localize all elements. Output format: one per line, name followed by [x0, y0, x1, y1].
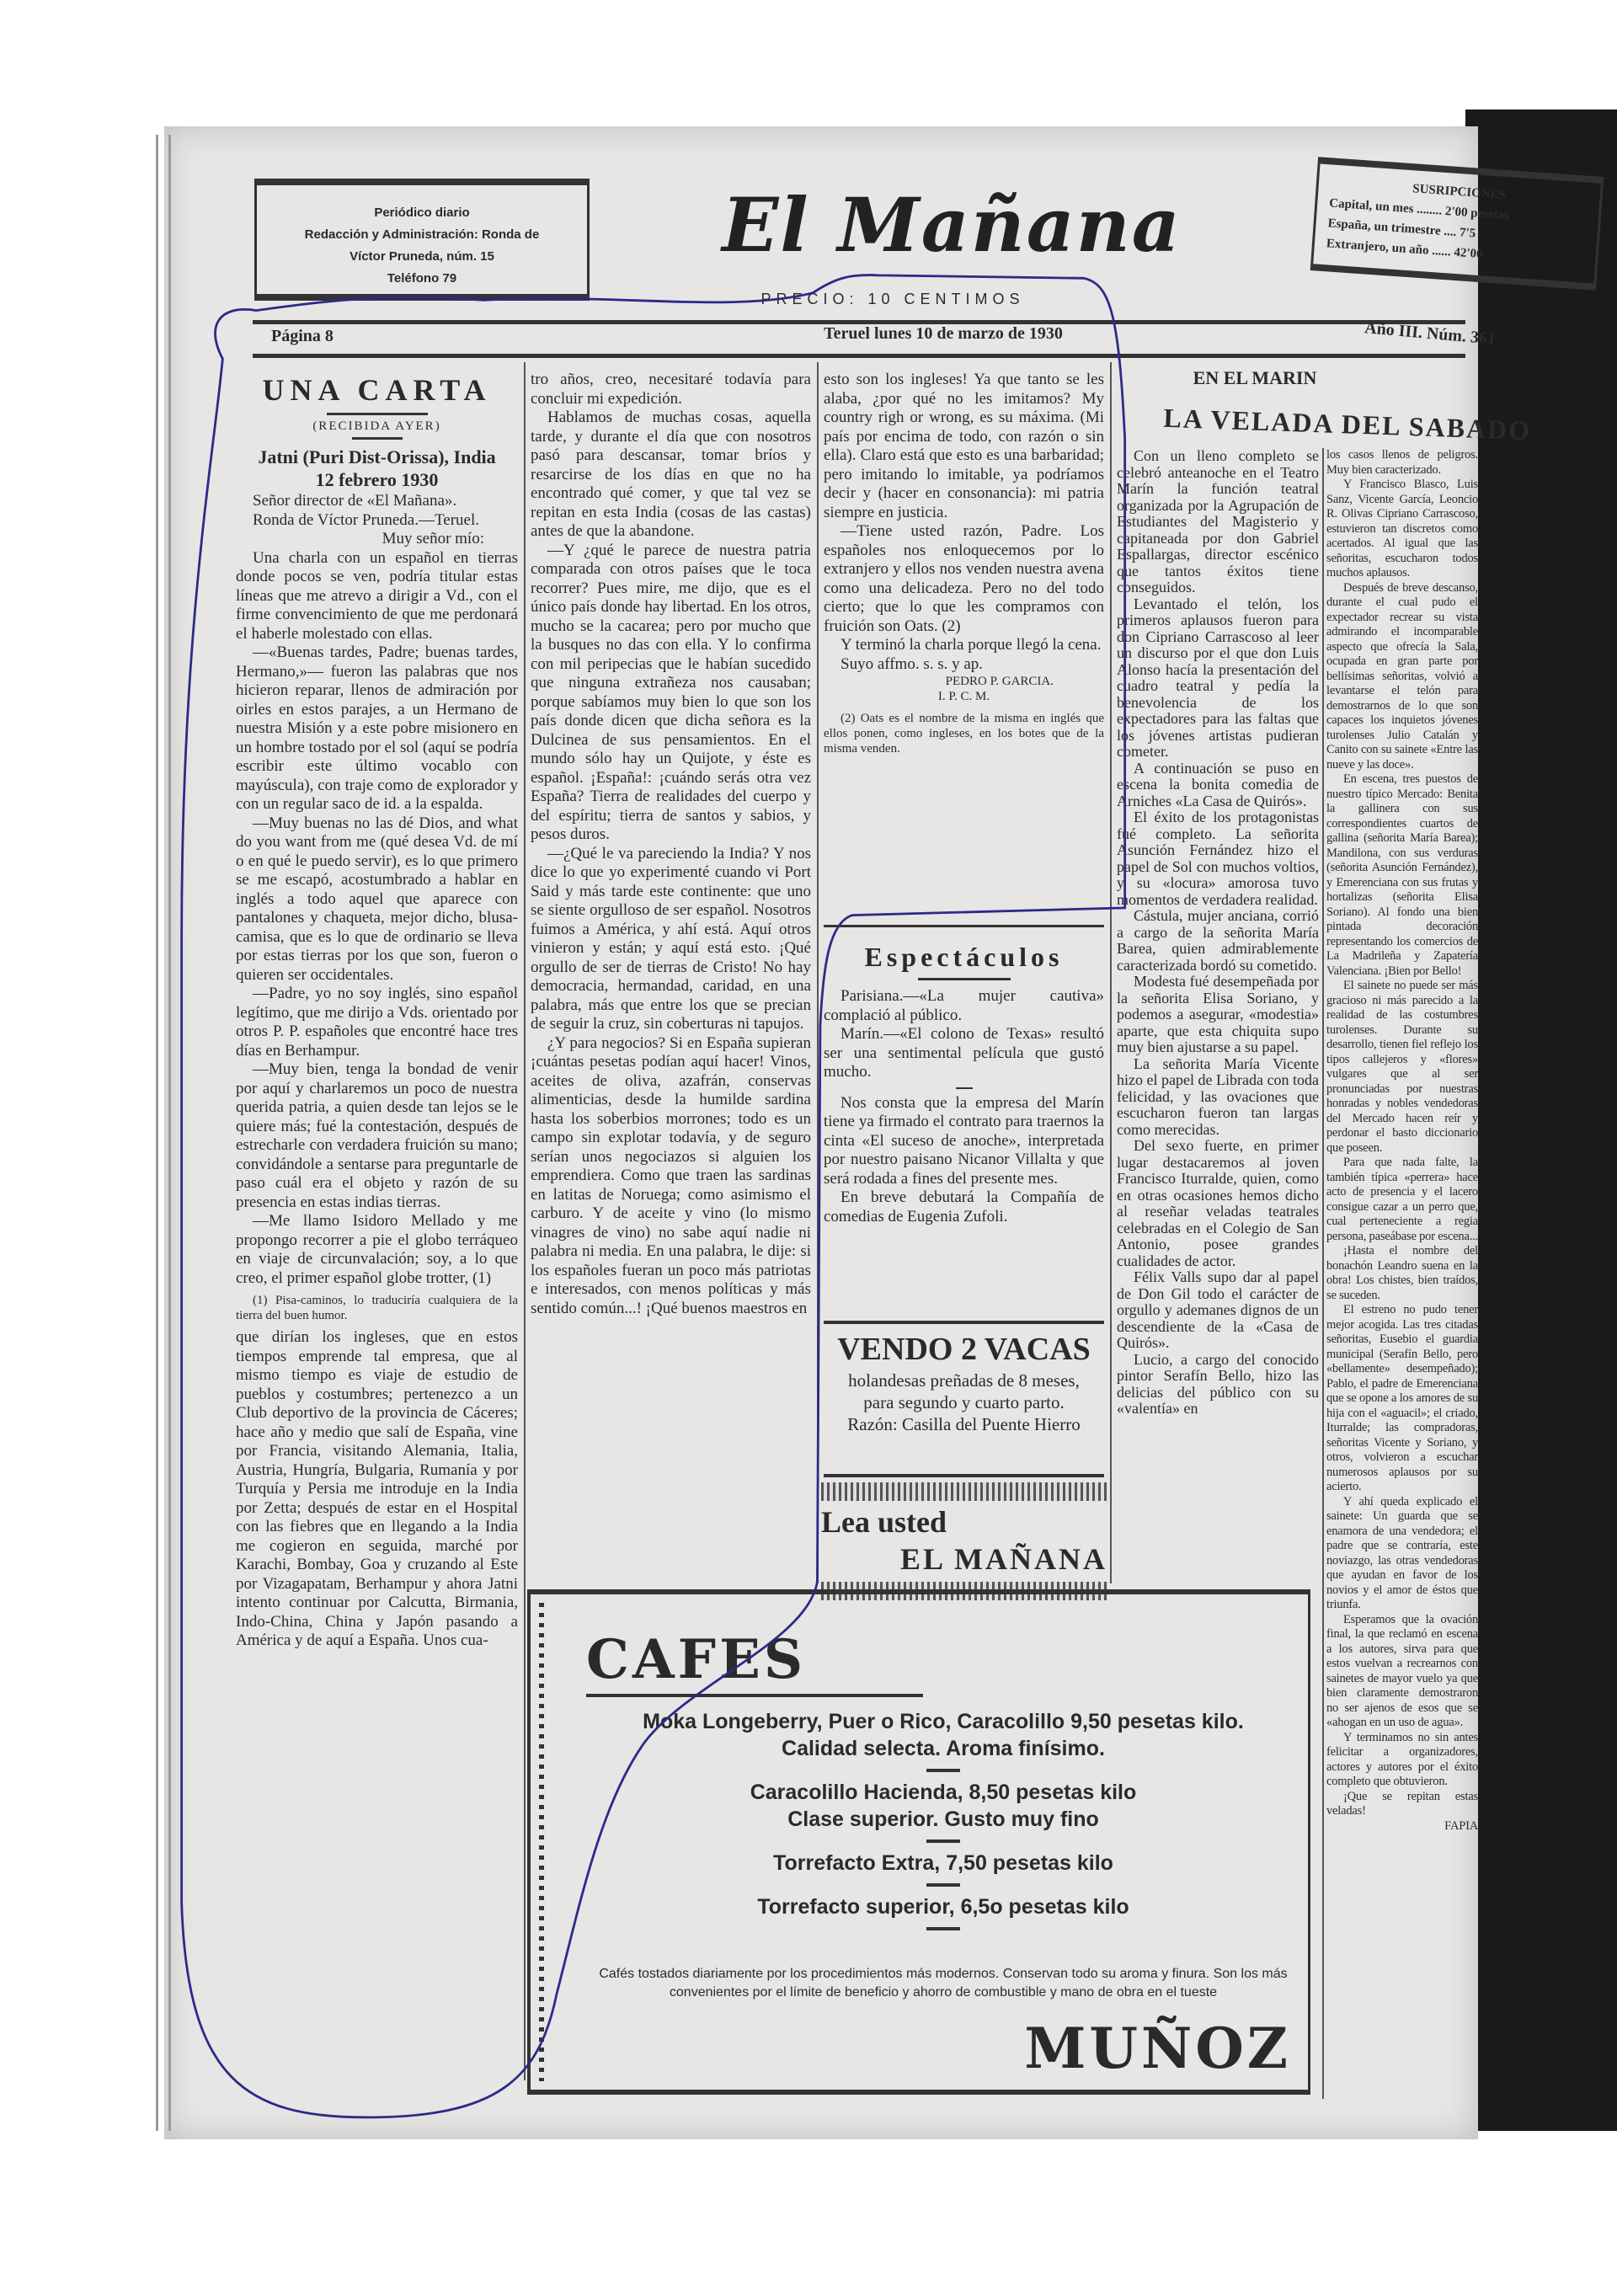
paragraph: Félix Valls supo dar al papel de Don Gil todo el carácter de orgullo y ademanes dignos de un descendiente de la «Casa de Quirós». — [1117, 1268, 1319, 1351]
subscription-row: España, un trimestre .... 7'5 — [1327, 216, 1476, 241]
newspaper-logo: El Mañana — [722, 181, 1182, 269]
ad-line: Lea usted — [821, 1505, 947, 1539]
paragraph: ¡Hasta el nombre del bonachón Leandro suena en la obra! Los chistes, bien traídos, se suceden. — [1326, 1244, 1478, 1302]
paragraph: ¿Y para negocios? Si en España supieran ¡cuántas pesetas podían aquí hacer! Vinos, aceites de oliva, azafrán, conservas alimenticias, desde la humilde sardina hasta los soberbios morrones; todo es un campo sin explotar todavía, y de seguro serían unos negociazos si alguien los emprendiera. Como que traen las sardinas en latitas de Noruega; como asimismo el carburo. Y de aceite y vino (lo mismo vinagres de vino) no sabe aquí nadie ni palabra ni media. En una palabra, le dije: si los españoles fueran un poco más patriotas e interesados, con menos políticas y más sentido común...! ¡Qué buenos maestros en — [531, 1033, 811, 1317]
article-kicker: EN EL MARIN — [1193, 367, 1317, 388]
issue-date: Teruel lunes 10 de marzo de 1930 — [824, 324, 1063, 343]
paragraph: Levantado el telón, los primeros aplausos fueron para don Cipriano Carrascoso al leer un discurso por el que don Luis Alonso hacía la presentación del cuadro teatral y pedía la benevolencia de los expectadores para las faltas que los jóvenes artistas pudieran cometer. — [1117, 595, 1319, 760]
paragraph: La señorita María Vicente hizo el papel de Librada con toda felicidad, y las ovaciones que escucharon fueron tan largas como merecidas. — [1117, 1055, 1319, 1138]
vacas-ad — [819, 1329, 1109, 1435]
price-line: Moka Longeberry, Puer o Rico, Caracolillo 9,50 pesetas kilo. — [643, 1710, 1244, 1733]
price-line: Caracolillo Hacienda, 8,50 pesetas kilo — [750, 1781, 1137, 1804]
article-velada-continued — [1326, 448, 1478, 1834]
paragraph: —¿Qué le va pareciendo la India? Y nos dice lo que yo experimenté cuando vi Port Said y más tarde este continente: que uno se siente orgulloso de ser español. Nosotros fuimos a América, y ahí está. Aquí otros vinieron y están; y aquí está esto. ¡Qué orgullo de ser de tierras de Cristo! No hay democracia, hermandad, caridad, en una palabra, más que entre los que se precian de seguir la cruz, sin coberturas ni tapujos. — [531, 844, 811, 1033]
subscriptions-title: SUSRIPCIONES — [1412, 182, 1507, 202]
ad-line: Razón: Casilla del Puente Hierro — [847, 1414, 1081, 1434]
ad-title: VENDO 2 VACAS — [837, 1332, 1091, 1367]
subscription-row: Capital, un mes ........ 2'00 pesetas — [1328, 196, 1510, 223]
divider — [824, 925, 1104, 927]
ad-line: para segundo y cuarto parto. — [863, 1392, 1065, 1412]
signature: FAPIA — [1444, 1818, 1478, 1833]
paragraph: —«Buenas tardes, Padre; buenas tardes, Hermano,»— fueron las palabras que nos hicieron reparar, llenos de admiración por oirles en estos parajes, a un Hermano de nuestra Misión y a este pobre misionero en un hombre tostado por el sol (aquí se podría escribir este último vocablo con mayúscula), con traje como de explorador y con un regular saco de id. a la espalda. — [236, 643, 518, 813]
ad-line: holandesas preñadas de 8 meses, — [848, 1370, 1080, 1391]
paragraph: El estreno no pudo tener mejor acogida. Las tres citadas señoritas, Eusebio el guardia municipal (Serafín Bello, pero «bellamente» desempeñado); Pablo, el padre de Emerenciana que se opone a los amores de su hija con el «aguacil»; el criado, Iturralde; las compradoras, señoritas Vicente y Soriano, y otros, volvieron a escuchar numerosos aplausos por su acierto. — [1326, 1303, 1478, 1493]
decorative-border — [539, 1603, 544, 2081]
decorative-border — [821, 1482, 1107, 1501]
page-stack-edge — [168, 135, 171, 2131]
letter-place: Jatni (Puri Dist-Orissa), India — [258, 446, 496, 467]
price-line: Torrefacto superior, 6,5o pesetas kilo — [757, 1895, 1129, 1919]
paragraph: —Muy buenas no las dé Dios, and what do you want from me (qué desea Vd. de mí o en qué le puedo servir), es lo que primero se me escapó, acostumbrado a hablar en inglés a todo aquel que aparece con pantalones y chaqueta, mejor dicho, blusa-camisa, que es lo que de ordinario se lleva por estas tierras por los que son, fueron o quieren ser occidentales. — [236, 814, 518, 984]
paragraph: esto son los ingleses! Ya que tanto se les alaba, ¿por qué no les imitamos? My country righ or wrong, es su máxima. (Mi país por encima de todo, con razón o sin ella). Claro está que esto es una barbaridad; pero imitando lo imitable, ya podríamos decir y (hacer en consonancia): mi patria siempre en justicia. — [824, 371, 1104, 521]
paragraph: El sainete no puede ser más gracioso ni más parecido a la realidad de las costumbres turolenses. Durante su desarrollo, tienen fiel reflejo los tipos callejeros y «flores» vulgares que al ser pronunciadas por nuestras honradas y nobles vendedoras del Mercado hacen reír y perdonar el basto diccionario que poseen. — [1326, 979, 1478, 1155]
paragraph: Cástula, mujer anciana, corrió a cargo de la señorita María Barea, quien admirablemente caracterizada bordó su cometido. — [1117, 907, 1319, 974]
paragraph: Con un lleno completo se celebró anteanoche en el Teatro Marín la función teatral organizada por la Agrupación de Estudiantes del Magisterio y capitaneada por don Gabriel Espallargas, director escénico que tantos éxitos tiene conseguidos. — [1117, 447, 1319, 595]
masthead-line: Redacción y Administración: Ronda de — [304, 227, 540, 242]
price-line: Calidad selecta. Aroma finísimo. — [782, 1737, 1105, 1760]
paragraph: En escena, tres puestos de nuestro típico Mercado: Benita la gallinera con sus correspondientes cuartos de gallina (señorita María Barea); Mandilona, con sus verduras (señorita Asunción Fernández), y Emerenciana con sus frutas y hortalizas (señorita Elisa Soriano). Al fondo una bien pintada decoración representando los comercios de La Madrileña y Zapatería Valenciana. ¡Bien por Bello! — [1326, 772, 1478, 978]
paragraph: Del sexo fuerte, en primer lugar destacaremos al joven Francisco Iturralde, quien, como en otras ocasiones hemos dicho al reseñar veladas teatrales celebradas en el Colegio de San Antonio, posee grandes cualidades de actor. — [1117, 1137, 1319, 1269]
column-rule — [1110, 362, 1112, 1583]
ad-title: CAFES — [586, 1628, 807, 1691]
subscriptions-box — [1310, 157, 1604, 290]
footnote: (2) Oats es el nombre de la misma en inglés que ellos ponen, como ingleses, en los botes que de la misma venden. — [824, 712, 1104, 756]
salutation: Muy señor mío: — [382, 530, 484, 547]
paragraph: —Me llamo Isidoro Mellado y me propongo recorrer a pie el globo terráqueo en viaje de circunvalación; soy, a lo que creo, el primer español globe trotter, (1) — [236, 1212, 518, 1287]
paragraph: A continuación se puso en escena la bonita comedia de Arniches «La Casa de Quirós». — [1117, 759, 1319, 809]
paragraph: tro años, creo, necesitaré todavía para concluir mi expedición. — [531, 371, 811, 408]
article-una-carta-continued — [531, 371, 811, 1318]
issue-number: Año III. Núm. 361 — [1364, 318, 1497, 349]
paragraph: Y terminó la charla porque llegó la cena. — [841, 636, 1102, 654]
paragraph: Una charla con un español en tierras donde pocos se ven, podría titular estas líneas que me atrevo a dirigir a Vd., con el firme convencimiento de que me perdonará el haberle molestado con ellas. — [236, 548, 518, 643]
paragraph: Ronda de Víctor Pruneda.—Teruel. — [253, 510, 479, 529]
paragraph: —Padre, yo no soy inglés, sino español legítimo, que me dirijo a Vds. orientado por otros P. P. españoles que encontré hace tres días en Berhampur. — [236, 985, 518, 1060]
article-title: UNA CARTA — [262, 373, 492, 407]
background-dark-edge — [1465, 109, 1617, 2131]
signature-initials: I. P. C. M. — [937, 690, 990, 703]
paragraph: Después de breve descanso, durante el cual pudo el expectador recrear su vista admirando el incomparable aspecto que ofrecía la Sala, ocupada en gran parte por bellísimas señoritas, volvió a levantarse el telón para demostrarnos de lo que son capaces los inquietos jóvenes turolenses Julio Catalán y Canito con su sainete «Entre las nueve y las doce». — [1326, 580, 1478, 772]
paragraph: Señor director de «El Mañana». — [253, 492, 457, 510]
paragraph: Lucio, a cargo del conocido pintor Serafín Bello, hizo las delicias del público con su «valentía» en — [1117, 1350, 1319, 1417]
paragraph: Y terminamos no sin antes felicitar a organizadores, actores y autores por el éxito completo que obtuvieron. — [1326, 1730, 1478, 1788]
divider — [253, 354, 1465, 358]
ad-line: EL MAÑANA — [899, 1542, 1107, 1576]
article-subtitle: (RECIBIDA AYER) — [312, 419, 441, 433]
paragraph: El éxito de los protagonistas fué completo. La señorita Asunción Fernández hizo el papel de Sol con muchos voltios, y su «locura» amorosa tuvo momentos de verdadera realidad. — [1117, 809, 1319, 908]
article-una-carta-end — [824, 371, 1104, 756]
signature: PEDRO P. GARCIA. — [945, 675, 1054, 688]
paragraph: Suyo affmo. s. s. y ap. — [841, 654, 984, 673]
article-velada — [1117, 448, 1319, 1418]
paragraph: Esperamos que la ovación final, la que reclamó en escena a los autores, sirva para que estos vuelvan a recrearnos con sainetes de mayor vuelo ya que bien claramente demostraron no ser ajenos de esos que se «ahogan en un uso de agua». — [1326, 1612, 1478, 1729]
ad-brand: MUÑOZ — [1024, 2016, 1291, 2081]
paragraph: los casos llenos de peligros. Muy bien caracterizado. — [1326, 448, 1478, 477]
espectaculos-section — [824, 939, 1104, 1226]
price-line: Torrefacto Extra, 7,50 pesetas kilo — [773, 1851, 1113, 1875]
paragraph: —Muy bien, tenga la bondad de venir por aquí y charlaremos un poco de nuestra querida patria, a quien desde tan lejos se le quiere más; fué la contestación, después de estrecharle con verdadera fruición su mano; convidándole a sentarse para preguntarle de paso cuál era el objeto y razón de su presencia en estas indias tierras. — [236, 1060, 518, 1211]
paragraph: Modesta fué desempeñada por la señorita Elisa Soriano, y podemos a asegurar, «modestia» aparte, que esta chiquita supo muy bien ajustarse a su papel. — [1117, 973, 1319, 1055]
paragraph: ¡Que se repitan estas veladas! — [1326, 1789, 1478, 1818]
subscription-row: Extranjero, un año ...... 42'00 — [1326, 237, 1484, 262]
paragraph: En breve debutará la Compañía de comedias de Eugenia Zufoli. — [824, 1188, 1104, 1225]
price-label: PRECIO: 10 CENTIMOS — [760, 291, 1025, 307]
article-title: LA VELADA DEL SABADO — [1162, 402, 1532, 446]
price-line: Clase superior. Gusto muy fino — [787, 1807, 1099, 1831]
paragraph: Para que nada falte, la también típica «perrera» hace acto de presencia y el lacero consigue cazar a un perro que, cual perteneciente a regia persona, paseábase por escena... — [1326, 1156, 1478, 1243]
article-una-carta — [236, 371, 518, 1651]
paragraph: Parisiana.—«La mujer cautiva» complació al público. — [824, 987, 1104, 1024]
section-title: Espectáculos — [864, 942, 1064, 972]
paragraph: que dirían los ingleses, que en estos tiempos emprende tal empresa, que al mismo tiempo es viaje de estudio de pueblos y costumbres; pertenezco a un Club deportivo de la provincia de Cáceres; hace año y medio que salí de España, vine por Francia, visitando Alemania, Italia, Austria, Hungría, Bulgaria, Rumanía y por Turquía y Persia me introduje en la India por Zetta; después de estar en el Hospital con las fiebres que en llegando a la India me cogieron en seguida, marché por Karachi, Bombay, Goa y cruzando al Este por Vizagapatam, Berhampur y ahora Jatni intento continuar por Calcutta, Birmania, Indo-China, China y Japón pasando a América y de aquí a España. Unos cua- — [236, 1328, 518, 1649]
masthead-line: Víctor Pruneda, núm. 15 — [350, 249, 494, 264]
ad-note: Cafés tostados diariamente por los procedimientos más modernos. Conservan todo su aroma y finura. Son los más convenientes por el límite de beneficio y ahorro de combustible y mano de obra en el tueste — [599, 1967, 1288, 2000]
page-number: Página 8 — [271, 327, 334, 345]
masthead-address-box — [254, 179, 590, 301]
paragraph: Y ahí queda explicado el sainete: Un guarda que se enamora de una vendedora; el padre que se contraría, este noviazgo, las otras vendedoras que ayudan en favor de los novios y el amor de éstos que triunfa. — [1326, 1494, 1478, 1611]
masthead-line: Teléfono 79 — [387, 271, 457, 286]
column-rule — [1322, 448, 1324, 2099]
divider — [824, 1474, 1104, 1477]
divider — [824, 1321, 1104, 1324]
paragraph: Y Francisco Blasco, Luis Sanz, Vicente García, Leoncio R. Olivas Cipriano Carrascoso, estuvieron tan discretos como acertados. Al igual que las señoritas, escucharon todos muchos aplausos. — [1326, 478, 1478, 579]
letter-date: 12 febrero 1930 — [315, 469, 439, 490]
footnote: (1) Pisa-caminos, lo traduciría cualquiera de la tierra del buen humor. — [236, 1294, 518, 1322]
paragraph: —Tiene usted razón, Padre. Los españoles nos enloquecemos por lo extranjero y ellos nos venden nuestra avena como una delicadeza. Pero no del todo cierto; que lo que les compramos con fruición son Oats. (2) — [824, 522, 1104, 635]
paragraph: Nos consta que la empresa del Marín tiene ya firmado el contrato para traernos la cinta «El suceso de anoche», interpretada por nuestro paisano Nicanor Villalta y que será rodada a fines del presente mes. — [824, 1093, 1104, 1188]
paragraph: —Y ¿qué le parece de nuestra patria comparada con otros países que le toca recorrer? Pues mire, me dijo, que es el único país donde hay libertad. En los otros, mucho se la cacarea; pero por mucho que la busques no das con ella. Y lo confirma con mil peripecias que le habían sucedido que ninguna extrañeza nos causaban; porque sabíamos muy bien lo que son los país donde dicen que dicha señora es la Dulcinea de sus pensamientos. En el mundo sólo hay un Quijote, y éste es español. ¡España!: ¡cuándo serás otra vez España? Tierra de realidades del cuerpo y del espíritu; tierra de santos y sabios, y pesos duros. — [531, 541, 811, 843]
page-stack-edge — [156, 135, 158, 2131]
masthead-line: Periódico diario — [374, 206, 470, 220]
lea-usted-ad — [821, 1503, 1107, 1578]
column-rule — [524, 362, 526, 2080]
price-list — [581, 1708, 1305, 1937]
paragraph: Hablamos de muchas cosas, aquella tarde, y durante el día que con nosotros pasó para descansar, tomar bríos y resarcirse de los días en que no ha encontrado qué comer, y que tal vez se repitan en esta India (cosas de las castas) antes de que la abandone. — [531, 408, 811, 540]
cafes-munoz-ad — [527, 1589, 1310, 2095]
paragraph: Marín.—«El colono de Texas» resultó ser una sentimental película que gustó mucho. — [824, 1025, 1104, 1081]
